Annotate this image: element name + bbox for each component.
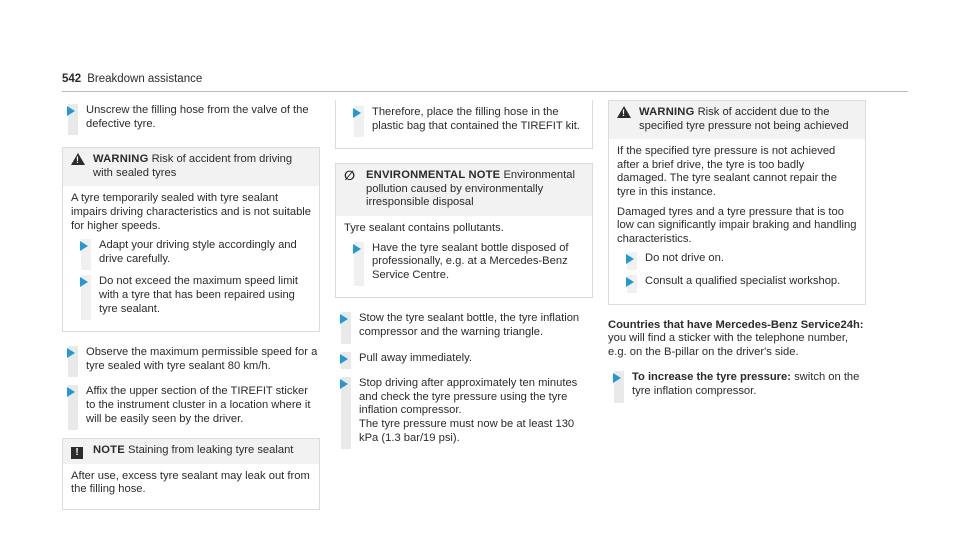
- column-3: [608, 100, 866, 411]
- arrow-icon: [67, 106, 75, 116]
- warning-step: Do not drive on.: [621, 252, 857, 266]
- arrow-icon: [67, 387, 75, 397]
- instruction-step: Unscrew the filling hose from the valve of the defective tyre.: [62, 104, 320, 131]
- page-header: [62, 73, 202, 85]
- env-step: Have the tyre sealant bottle disposed of professionally, e.g. at a Mercedes-Benz Service Centre.: [348, 242, 584, 283]
- warning-step: Adapt your driving style accordingly and drive carefully.: [75, 239, 311, 266]
- warning-text: If the specified tyre pressure is not achieved after a brief drive, the tyre is too badly damaged. The tyre sealant cannot repair the tyre in this instance.: [617, 145, 837, 198]
- arrow-icon: [80, 241, 88, 251]
- arrow-icon: [613, 373, 621, 383]
- arrow-icon: [626, 277, 634, 287]
- note-continuation-box: [335, 100, 593, 149]
- instruction-step: Stow the tyre sealant bottle, the tyre inflation compressor and the warning triangle.: [335, 312, 593, 339]
- warning-icon: [71, 153, 85, 168]
- instruction-step: Observe the maximum permissible speed for a tyre sealed with tyre sealant 80 km/h.: [62, 346, 320, 373]
- note-step: Therefore, place the filling hose in the plastic bag that contained the TIREFIT kit.: [348, 106, 584, 133]
- warning-text: A tyre temporarily sealed with tyre sealant impairs driving characteristics and is not suitable for higher speeds.: [71, 192, 312, 232]
- instruction-step: Pull away immediately.: [335, 352, 593, 366]
- warning-step: Consult a qualified specialist workshop.: [621, 275, 857, 289]
- countries-paragraph: Countries that have Mercedes-Benz Service24h: you will find a sticker with the telephone number, e.g. on the B-pillar on the driver's side.: [608, 318, 864, 358]
- arrow-icon: [80, 277, 88, 287]
- note-icon: !: [71, 444, 83, 459]
- instruction-step: Stop driving after approximately ten minutes and check the tyre pressure using the tyre inflation compressor. The tyre pressure must now be at least 130 kPa (1.3 bar/19 psi).: [335, 377, 593, 445]
- instruction-step: Affix the upper section of the TIREFIT sticker to the instrument cluster in a location where it will be easily seen by the driver.: [62, 385, 320, 426]
- arrow-icon: [340, 314, 348, 324]
- note-box: ! NOTE Staining from leaking tyre sealant After use, excess tyre sealant may leak out from the filling hose.: [62, 438, 320, 510]
- page-number: 542: [62, 73, 82, 85]
- warning-step: Do not exceed the maximum speed limit with a tyre that has been repaired using tyre sealant.: [75, 275, 311, 316]
- env-text: Tyre sealant contains pollutants.: [344, 221, 504, 234]
- column-2: [335, 100, 593, 457]
- warning-box: ! WARNING Risk of accident from driving with sealed tyres A tyre temporarily sealed with tyre sealant impairs driving characteristics and is not suitable for higher speeds. Adapt your driving style accordingly and drive carefully. Do not exceed the maximum speed limit with a tyre that has been repaired using tyre sealant.: [62, 147, 320, 332]
- warning-icon: [617, 106, 631, 121]
- column-1: [62, 100, 320, 524]
- arrow-icon: [353, 244, 361, 254]
- arrow-icon: [340, 354, 348, 364]
- environmental-note-box: ∅ ENVIRONMENTAL NOTE Environmental pollution caused by environmentally irresponsible disposal Tyre sealant contains pollutants. Have the tyre sealant bottle disposed of professionally, e.g. at a Mercedes-Benz Service Centre.: [335, 163, 593, 298]
- warning-text: Damaged tyres and a tyre pressure that is too low can significantly impair braking and handling characteristics.: [617, 205, 857, 245]
- leaf-icon: ∅: [344, 168, 356, 184]
- arrow-icon: [67, 348, 75, 358]
- section-title: Breakdown assistance: [87, 73, 203, 85]
- header-divider: [62, 91, 908, 92]
- arrow-icon: [626, 254, 634, 264]
- arrow-icon: [340, 379, 348, 389]
- instruction-step: To increase the tyre pressure: switch on the tyre inflation compressor.: [608, 371, 866, 398]
- warning-box: ! WARNING Risk of accident due to the specified tyre pressure not being achieved If the specified tyre pressure is not achieved after a brief drive, the tyre is too badly damaged. The tyre sealant cannot repair the tyre in this instance. Damaged tyres and a tyre pressure that is too low can significantly impair braking and handling characteristics. Do not drive on. Consult a qualified specialist workshop.: [608, 100, 866, 305]
- arrow-icon: [353, 108, 361, 118]
- note-text: After use, excess tyre sealant may leak out from the filling hose.: [71, 469, 310, 496]
